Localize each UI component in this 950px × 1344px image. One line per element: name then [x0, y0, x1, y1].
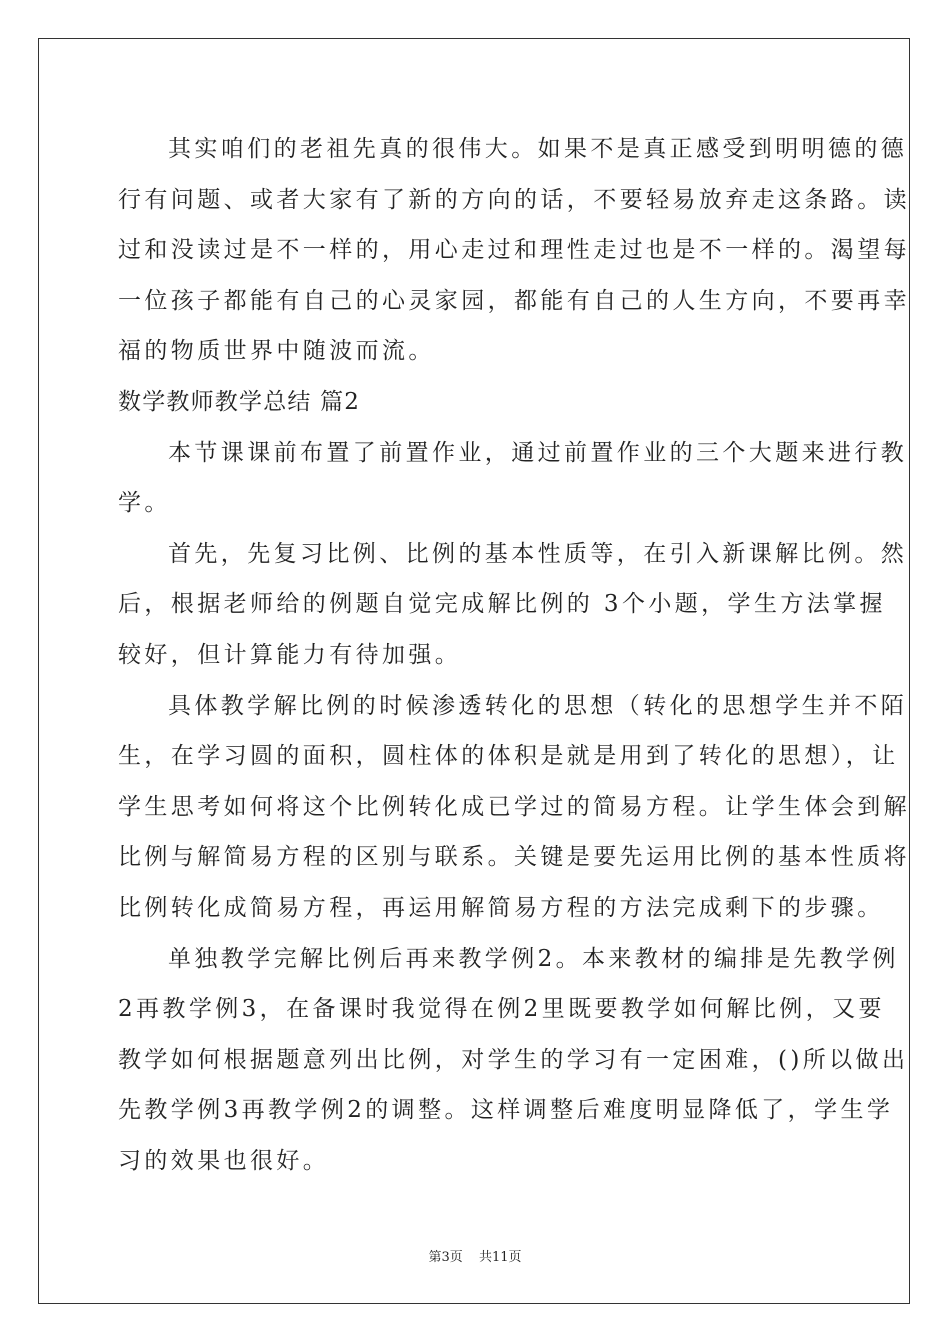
- paragraph: [118, 124, 910, 377]
- text-line: 比例转化成简易方程，再运用解简易方程的方法完成剩下的步骤。: [118, 894, 884, 921]
- page-number: 第3页: [428, 1250, 463, 1265]
- paragraph: [118, 428, 908, 529]
- section-heading: 数学教师教学总结 篇2: [118, 388, 361, 415]
- paragraph: [118, 681, 910, 934]
- text-line: 后，根据老师给的例题自觉完成解比例的 3个小题，学生方法掌握: [118, 591, 886, 618]
- text-line: 福的物质世界中随波而流。: [118, 338, 435, 365]
- text-line: 本节课课前布置了前置作业，通过前置作业的三个大题来进行教: [168, 439, 908, 466]
- text-line: 先教学例3再教学例2的调整。这样调整后难度明显降低了，学生学: [118, 1097, 894, 1124]
- text-line: 2再教学例3，在备课时我觉得在例2里既要教学如何解比例，又要: [118, 996, 885, 1023]
- text-line: 生，在学习圆的面积，圆柱体的体积是就是用到了转化的思想），让: [118, 743, 899, 770]
- text-line: 过和没读过是不一样的，用心走过和理性走过也是不一样的。渴望每: [118, 237, 910, 264]
- paragraph: [118, 934, 909, 1187]
- text-line: 较好，但计算能力有待加强。: [118, 641, 462, 668]
- total-pages: 共11页: [478, 1250, 522, 1265]
- text-line: 一位孩子都能有自己的心灵家园，都能有自己的人生方向，不要再幸: [118, 287, 910, 314]
- text-line: 具体教学解比例的时候渗透转化的思想（转化的思想学生并不陌: [168, 692, 908, 719]
- document-body: [118, 124, 910, 1186]
- text-line: 首先，先复习比例、比例的基本性质等，在引入新课解比例。然: [168, 540, 908, 567]
- text-line: 学生思考如何将这个比例转化成已学过的简易方程。让学生体会到解: [118, 793, 910, 820]
- text-line: 单独教学完解比例后再来教学例2。本来教材的编排是先教学例: [168, 945, 899, 972]
- text-line: 学。: [118, 490, 171, 517]
- paragraph: [118, 529, 908, 681]
- page-footer: [0, 1246, 950, 1265]
- text-line: 习的效果也很好。: [118, 1147, 330, 1174]
- text-line: 其实咱们的老祖先真的很伟大。如果不是真正感受到明明德的德: [168, 136, 908, 162]
- text-line: 教学如何根据题意列出比例，对学生的学习有一定困难，()所以做出: [118, 1046, 909, 1073]
- text-line: 行有问题、或者大家有了新的方向的话，不要轻易放弃走这条路。读: [118, 186, 910, 213]
- text-line: 比例与解简易方程的区别与联系。关键是要先运用比例的基本性质将: [118, 844, 910, 871]
